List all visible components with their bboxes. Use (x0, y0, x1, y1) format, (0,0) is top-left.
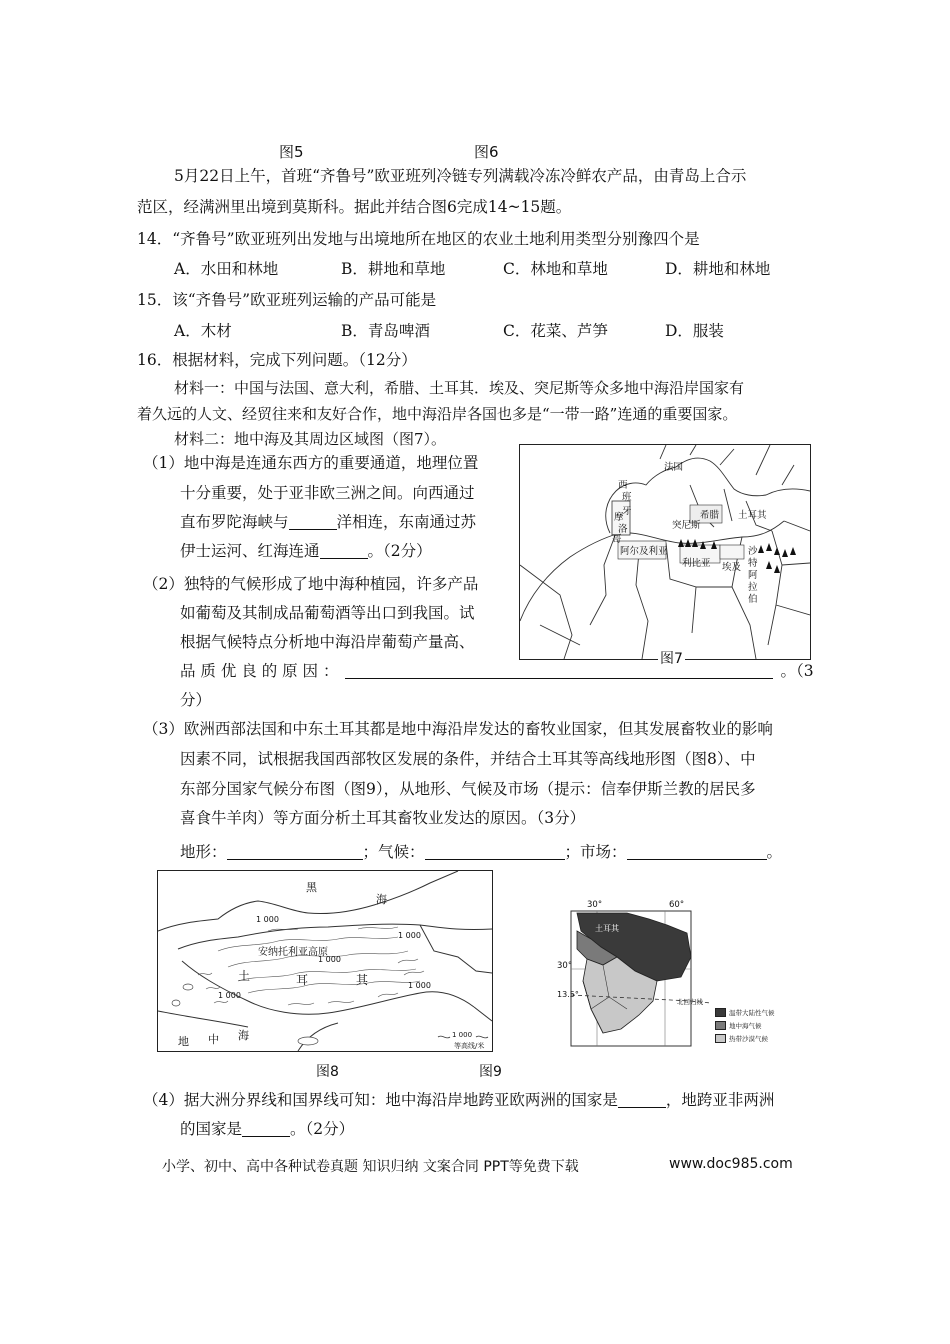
legend-swatch-tropical-desert (715, 1034, 726, 1043)
label-spain-3: 牙 (622, 506, 632, 517)
lon-30: 30° (587, 900, 603, 910)
contour-label-2: 1 000 (398, 931, 421, 940)
climate-legend (715, 1006, 775, 1045)
label-saudi-2: 特 (748, 558, 758, 569)
footer-link[interactable]: www.doc985.com (669, 1156, 793, 1172)
legend-item (715, 1019, 775, 1032)
part-1-line-4 (180, 541, 432, 561)
part-2-line-2: 如葡萄及其制成品葡萄酒等出口到我国。试 (180, 604, 475, 622)
label-saudi-5: 伯 (748, 594, 758, 605)
part-3-line-1: （3）欧洲西部法国和中东土耳其都是地中海沿岸发达的畜牧业国家，但其发展畜牧业的影响 (143, 720, 773, 738)
legend-swatch-temperate-continental (715, 1008, 726, 1017)
legend-contour-value: 1 000 (452, 1031, 473, 1039)
label-black-sea-1: 黑 (306, 881, 317, 894)
part-4-line-1a: （4）据大洲分界线和国界线可知：地中海沿岸地跨亚欧两洲的国家是 (143, 1091, 618, 1109)
part-4-line-2a: 的国家是 (180, 1120, 243, 1138)
part-4-line-2 (180, 1119, 354, 1139)
lon-60: 60° (669, 900, 685, 910)
label-turkey-1: 土 (238, 969, 251, 983)
part-1-line-4b: 。（2分） (367, 542, 432, 560)
q14-option-c[interactable]: C．林地和草地 (503, 260, 608, 278)
sea-answer-blank[interactable] (320, 542, 368, 559)
q15-option-b[interactable]: B．青岛啤酒 (341, 322, 430, 340)
label-spain-1: 西 (618, 480, 628, 491)
label-morocco-2: 洛 (618, 524, 628, 535)
part-1-line-3b: 洋相连，东南通过苏 (336, 513, 477, 531)
figure-8-caption: 图8 (316, 1064, 339, 1080)
ocean-answer-blank[interactable] (289, 513, 337, 530)
asia-europe-country-blank[interactable] (618, 1091, 666, 1108)
label-turkey-3: 其 (356, 973, 369, 987)
intro-line-2: 范区，经满洲里出境到莫斯科。据此并结合图6完成14~15题。 (137, 198, 572, 216)
legend-item (715, 1006, 775, 1019)
label-anatolian-plateau: 安纳托利亚高原 (258, 947, 328, 958)
part-3-line-3: 东部分国家气候分布图（图9），从地形、气候及市场（提示：信奉伊斯兰教的居民多 (180, 780, 756, 798)
part-1-line-3a: 直布罗陀海峡与 (180, 513, 289, 531)
answer-end: 。 (766, 843, 783, 861)
question-14-options (0, 259, 950, 279)
lat-13-5: 13.5° (557, 990, 579, 999)
label-egypt: 埃及 (722, 562, 742, 573)
part-3-line-2: 因素不同，试根据我国西部牧区发展的条件，并结合土耳其等高线地形图（图8）、中 (180, 750, 756, 768)
part-2-line-5: 分） (180, 691, 212, 709)
legend-text-tropical-desert: 热带沙漠气候 (729, 1035, 768, 1043)
label-tunisia: 突尼斯 (672, 520, 701, 531)
part-3-answer-line (180, 842, 782, 862)
label-france: 法国 (664, 462, 684, 473)
legend-swatch-mediterranean (715, 1021, 726, 1030)
material-1-line-1: 材料一：中国与法国、意大利，希腊、土耳其．埃及、突尼斯等众多地中海沿岸国家有 (174, 379, 745, 397)
legend-text-mediterranean: 地中海气候 (729, 1022, 762, 1030)
label-med-sea-2: 中 (208, 1033, 219, 1046)
q15-option-a[interactable]: A．木材 (174, 322, 232, 340)
market-label: ；市场： (564, 843, 627, 861)
label-algeria: 阿尔及利亚 (620, 546, 668, 557)
part-4-line-2b: 。（2分） (290, 1120, 355, 1138)
legend-contour-text: 等高线/米 (454, 1042, 485, 1050)
figure-9-caption: 图9 (479, 1064, 502, 1080)
contour-label-5: 1 000 (408, 981, 431, 990)
contour-label-1: 1 000 (256, 915, 279, 924)
part-2-line-4 (180, 661, 814, 681)
contour-label-4: 1 000 (218, 991, 241, 1000)
part-4-line-1 (143, 1090, 774, 1110)
label-black-sea-2: 海 (376, 893, 387, 906)
figure-5-caption: 图5 (279, 143, 304, 161)
asia-africa-country-blank[interactable] (242, 1120, 290, 1137)
material-2: 材料二：地中海及其周边区域图（图7）。 (174, 430, 447, 448)
label-saudi-1: 沙 (748, 546, 758, 557)
part-2-line-1: （2）独特的气候形成了地中海种植园，许多产品 (143, 575, 479, 593)
label-saudi-4: 拉 (748, 582, 758, 593)
contour-label-3: 1 000 (318, 955, 341, 964)
part-4-line-1b: ，地跨亚非两洲 (665, 1091, 775, 1109)
part-2-line-4a: 品 质 优 良 的 原 因 ： (180, 662, 339, 680)
label-morocco-1: 摩 (614, 512, 624, 523)
label-med-sea-1: 地 (178, 1035, 189, 1048)
label-turkey: 土耳其 (595, 924, 619, 933)
label-morocco-3: 哥 (612, 534, 622, 545)
part-1-line-4a: 伊士运河、红海连通 (180, 542, 320, 560)
label-greece: 希腊 (700, 510, 720, 521)
part-1-line-1: （1）地中海是连通东西方的重要通道，地理位置 (143, 454, 479, 472)
figure-9-map (557, 897, 797, 1057)
label-med-sea-3: 海 (238, 1029, 249, 1042)
label-saudi-3: 阿 (748, 570, 758, 581)
climate-label: ；气候： (362, 843, 425, 861)
label-libya: 利比亚 (682, 558, 711, 569)
q14-option-d[interactable]: D．耕地和林地 (665, 260, 771, 278)
q14-option-b[interactable]: B．耕地和草地 (341, 260, 446, 278)
part-2-line-3: 根据气候特点分析地中海沿岸葡萄产量高、 (180, 633, 475, 651)
question-15-stem: 15．该“齐鲁号”欧亚班列运输的产品可能是 (137, 291, 437, 309)
material-1-line-2: 着久远的人文、经贸往来和友好合作，地中海沿岸各国也多是“一带一路”连通的重要国家。 (137, 405, 738, 423)
part-3-line-4: 喜食牛羊肉）等方面分析土耳其畜牧业发达的原因。（3分） (180, 809, 586, 827)
terrain-label: 地形： (180, 843, 227, 861)
legend-text-temperate-continental: 温带大陆性气候 (729, 1009, 775, 1017)
label-turkey-2: 耳 (296, 973, 309, 987)
intro-line-1: 5月22日上午，首班“齐鲁号”欧亚班列冷链专列满载冷冻冷鲜农产品，由青岛上合示 (174, 167, 747, 185)
figure-8-map (157, 870, 493, 1052)
question-14-stem: 14．“齐鲁号”欧亚班列出发地与出境地所在地区的农业土地利用类型分别豫四个是 (137, 230, 700, 248)
figure-6-caption: 图6 (474, 143, 499, 161)
question-15-options (0, 321, 950, 341)
grape-reason-answer-blank[interactable] (345, 662, 773, 679)
label-turkey: 土耳其 (738, 510, 767, 521)
q15-option-d[interactable]: D．服装 (665, 322, 724, 340)
footer-text: 小学、初中、高中各种试卷真题 知识归纳 文案合同 PPT等免费下载 (162, 1159, 579, 1175)
part-1-line-3 (180, 512, 476, 532)
figure-7-map (519, 444, 811, 660)
part-2-line-4b: 。（3 (780, 662, 814, 680)
part-1-line-2: 十分重要，处于亚非欧三洲之间。向西通过 (180, 484, 475, 502)
climate-answer-blank[interactable] (425, 843, 565, 860)
tropic-label: 北回归线 (677, 998, 703, 1006)
figure-7-caption: 图7 (658, 648, 685, 668)
q14-option-a[interactable]: A．水田和林地 (174, 260, 279, 278)
terrain-answer-blank[interactable] (227, 843, 363, 860)
q15-option-c[interactable]: C．花菜、芦笋 (503, 322, 608, 340)
market-answer-blank[interactable] (627, 843, 767, 860)
label-spain-2: 班 (622, 492, 632, 503)
legend-item (715, 1032, 775, 1045)
question-16-stem: 16．根据材料，完成下列问题。（12分） (137, 351, 417, 369)
lat-30: 30° (557, 961, 573, 971)
